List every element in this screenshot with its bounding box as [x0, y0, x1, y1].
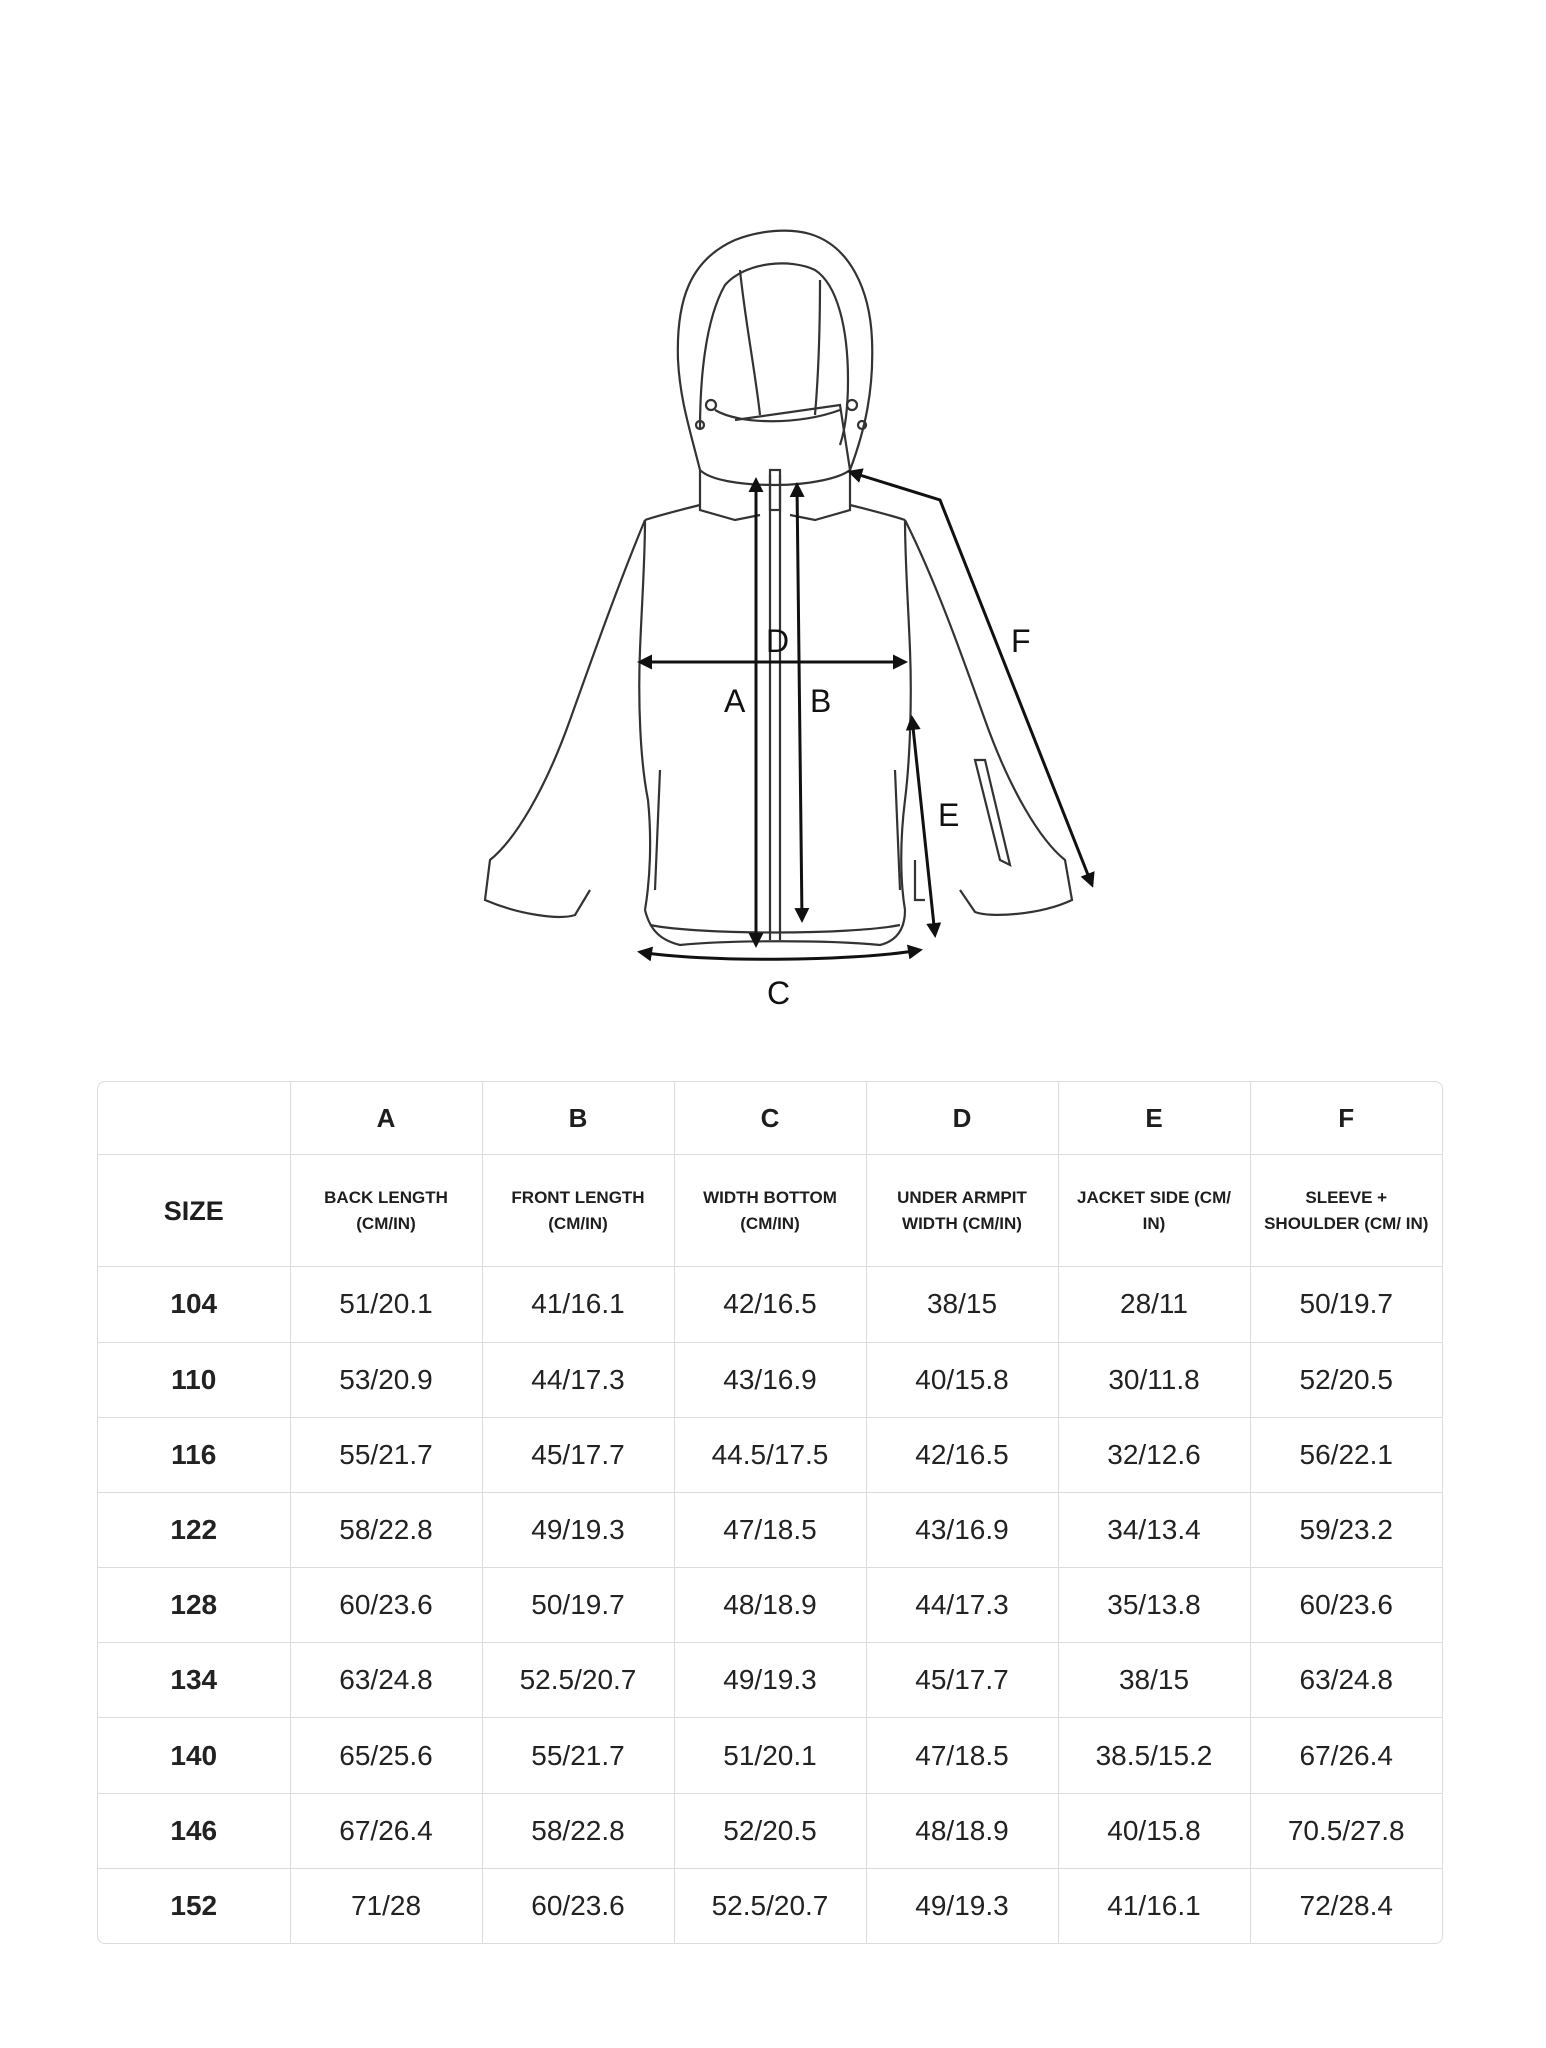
value-cell: 42/16.5: [866, 1417, 1058, 1492]
value-cell: 41/16.1: [482, 1267, 674, 1342]
value-cell: 28/11: [1058, 1267, 1250, 1342]
value-cell: 30/11.8: [1058, 1342, 1250, 1417]
value-cell: 43/16.9: [866, 1492, 1058, 1567]
size-cell: 128: [98, 1568, 290, 1643]
table-row: [98, 1568, 1442, 1643]
label-f: F: [1011, 623, 1031, 659]
value-cell: 49/19.3: [674, 1643, 866, 1718]
value-cell: 60/23.6: [290, 1568, 482, 1643]
value-cell: 32/12.6: [1058, 1417, 1250, 1492]
label-b: B: [810, 683, 832, 719]
value-cell: 52.5/20.7: [482, 1643, 674, 1718]
col-letter-d: D: [866, 1082, 1058, 1155]
value-cell: 71/28: [290, 1868, 482, 1943]
table-row: [98, 1267, 1442, 1342]
value-cell: 63/24.8: [1250, 1643, 1442, 1718]
arrow-b: [797, 485, 802, 920]
col-label-back-length: BACK LENGTH (CM/IN): [290, 1155, 482, 1267]
value-cell: 48/18.9: [674, 1568, 866, 1643]
value-cell: 59/23.2: [1250, 1492, 1442, 1567]
value-cell: 49/19.3: [482, 1492, 674, 1567]
col-letter-b: B: [482, 1082, 674, 1155]
value-cell: 44/17.3: [866, 1568, 1058, 1643]
table-row: [98, 1643, 1442, 1718]
jacket-diagram: [405, 95, 1135, 1080]
value-cell: 45/17.7: [866, 1643, 1058, 1718]
jacket-hood: [678, 231, 872, 485]
label-a: A: [724, 683, 746, 719]
table-row: [98, 1492, 1442, 1567]
table-header-row: [98, 1155, 1442, 1267]
col-label-sleeve-shoulder: SLEEVE + SHOULDER (CM/ IN): [1250, 1155, 1442, 1267]
value-cell: 44.5/17.5: [674, 1417, 866, 1492]
table-letter-row: [98, 1082, 1442, 1155]
col-letter-c: C: [674, 1082, 866, 1155]
value-cell: 52/20.5: [1250, 1342, 1442, 1417]
value-cell: 55/21.7: [482, 1718, 674, 1793]
value-cell: 60/23.6: [1250, 1568, 1442, 1643]
value-cell: 70.5/27.8: [1250, 1793, 1442, 1868]
size-cell: 146: [98, 1793, 290, 1868]
value-cell: 63/24.8: [290, 1643, 482, 1718]
value-cell: 47/18.5: [866, 1718, 1058, 1793]
value-cell: 41/16.1: [1058, 1868, 1250, 1943]
label-e: E: [938, 797, 960, 833]
value-cell: 35/13.8: [1058, 1568, 1250, 1643]
col-label-under-armpit: UNDER ARMPIT WIDTH (CM/IN): [866, 1155, 1058, 1267]
table-row: [98, 1342, 1442, 1417]
value-cell: 49/19.3: [866, 1868, 1058, 1943]
value-cell: 40/15.8: [866, 1342, 1058, 1417]
value-cell: 38/15: [866, 1267, 1058, 1342]
arrow-e: [912, 718, 935, 935]
value-cell: 44/17.3: [482, 1342, 674, 1417]
value-cell: 48/18.9: [866, 1793, 1058, 1868]
col-label-jacket-side: JACKET SIDE (CM/ IN): [1058, 1155, 1250, 1267]
size-cell: 122: [98, 1492, 290, 1567]
table-row: [98, 1793, 1442, 1868]
size-cell: 140: [98, 1718, 290, 1793]
value-cell: 52/20.5: [674, 1793, 866, 1868]
value-cell: 47/18.5: [674, 1492, 866, 1567]
value-cell: 40/15.8: [1058, 1793, 1250, 1868]
value-cell: 65/25.6: [290, 1718, 482, 1793]
value-cell: 72/28.4: [1250, 1868, 1442, 1943]
value-cell: 51/20.1: [674, 1718, 866, 1793]
value-cell: 52.5/20.7: [674, 1868, 866, 1943]
col-letter-e: E: [1058, 1082, 1250, 1155]
jacket-body: [485, 470, 1072, 945]
label-d: D: [766, 623, 790, 659]
arrow-c: [640, 950, 920, 959]
size-cell: 110: [98, 1342, 290, 1417]
value-cell: 60/23.6: [482, 1868, 674, 1943]
value-cell: 58/22.8: [290, 1492, 482, 1567]
col-label-width-bottom: WIDTH BOTTOM (CM/IN): [674, 1155, 866, 1267]
size-cell: 104: [98, 1267, 290, 1342]
value-cell: 42/16.5: [674, 1267, 866, 1342]
table-row: [98, 1868, 1442, 1943]
corner-cell: [98, 1082, 290, 1155]
value-cell: 67/26.4: [1250, 1718, 1442, 1793]
table-row: [98, 1718, 1442, 1793]
value-cell: 38/15: [1058, 1643, 1250, 1718]
size-cell: 134: [98, 1643, 290, 1718]
size-header: SIZE: [98, 1155, 290, 1267]
value-cell: 50/19.7: [482, 1568, 674, 1643]
value-cell: 56/22.1: [1250, 1417, 1442, 1492]
value-cell: 55/21.7: [290, 1417, 482, 1492]
value-cell: 50/19.7: [1250, 1267, 1442, 1342]
table-row: [98, 1417, 1442, 1492]
size-cell: 116: [98, 1417, 290, 1492]
size-chart-table: [97, 1081, 1443, 1944]
value-cell: 43/16.9: [674, 1342, 866, 1417]
value-cell: 51/20.1: [290, 1267, 482, 1342]
value-cell: 45/17.7: [482, 1417, 674, 1492]
col-label-front-length: FRONT LENGTH (CM/IN): [482, 1155, 674, 1267]
col-letter-a: A: [290, 1082, 482, 1155]
value-cell: 53/20.9: [290, 1342, 482, 1417]
value-cell: 67/26.4: [290, 1793, 482, 1868]
value-cell: 34/13.4: [1058, 1492, 1250, 1567]
value-cell: 58/22.8: [482, 1793, 674, 1868]
value-cell: 38.5/15.2: [1058, 1718, 1250, 1793]
label-c: C: [767, 975, 791, 1011]
col-letter-f: F: [1250, 1082, 1442, 1155]
size-cell: 152: [98, 1868, 290, 1943]
